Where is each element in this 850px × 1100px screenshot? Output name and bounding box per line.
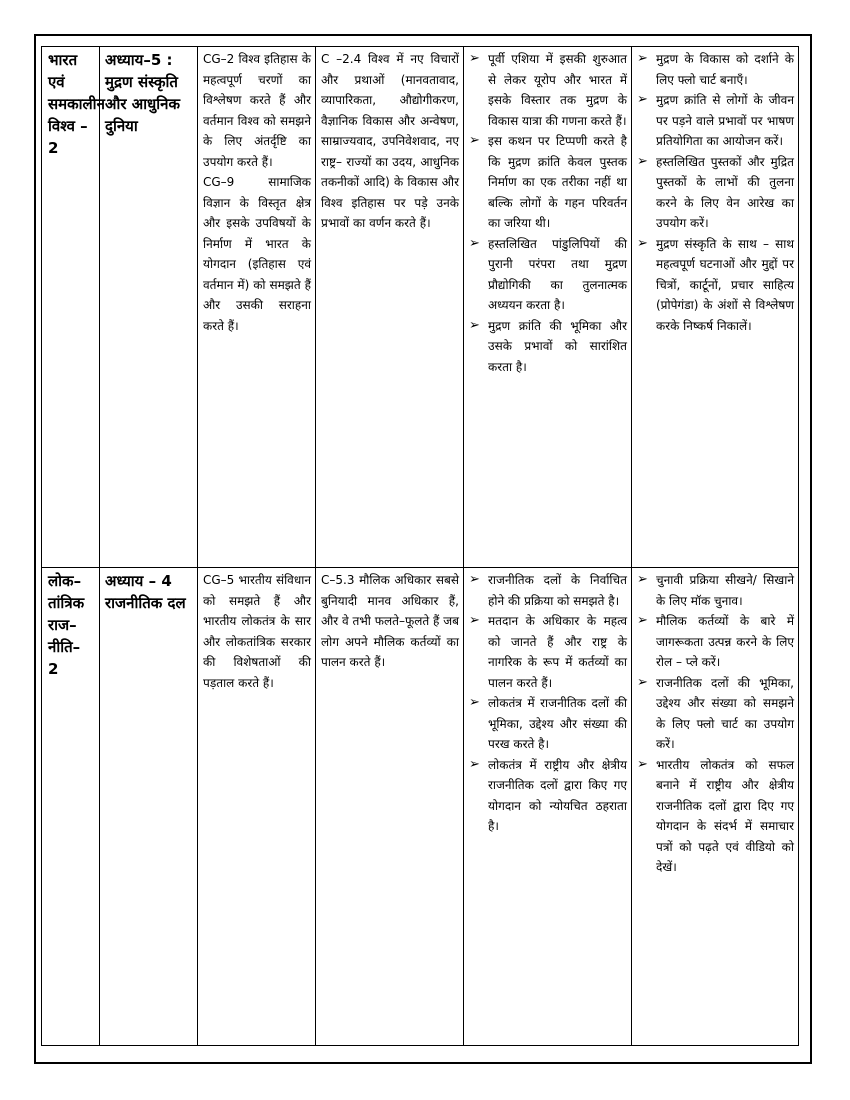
- list-item: ➢ लोकतंत्र में राष्ट्रीय और क्षेत्रीय राजनीतिक दलों द्वारा किए गए योगदान को न्योयचित ठहराता है।: [469, 756, 627, 833]
- subject-cell: लोक–तांत्रिक राज–नीति– 2: [42, 568, 100, 1046]
- chapter-cell: अध्याय – 4 राजनीतिक दल: [100, 568, 198, 1046]
- curricular-goal: CG–5 भारतीय संविधान को समझते हैं और भारतीय लोकतंत्र के सार और लोकतांत्रिक सरकार की विशेषताओं की पड़ताल करते हैं।: [203, 573, 311, 690]
- curricular-goals-cell: [198, 568, 316, 1046]
- list-item: ➢ राजनीतिक दलों की भूमिका, उद्देश्य और संख्या को समझने के लिए फ्लो चार्ट का उपयोग करें।: [637, 674, 794, 751]
- list-item: ➢ मतदान के अधिकार के महत्व को जानते हैं और राष्ट्र के नागरिक के रूप में कर्तव्यों का पालन करते हैं।: [469, 613, 627, 690]
- list-item: ➢ हस्तलिखित पांडुलिपियों की पुरानी परंपरा तथा मुद्रण प्रौद्योगिकी का तुलनात्मक अध्ययन करता है।: [469, 235, 627, 312]
- arrow-bullet-icon: ➢: [637, 92, 648, 107]
- list-item: ➢ चुनावी प्रक्रिया सीखने/ सिखाने के लिए मॉक चुनाव।: [637, 572, 794, 608]
- table-row: [42, 47, 799, 568]
- arrow-bullet-icon: ➢: [469, 572, 480, 587]
- list-item: ➢ लोकतंत्र में राजनीतिक दलों की भूमिका, उद्देश्य और संख्या की परख करते है।: [469, 695, 627, 751]
- curriculum-table: [41, 46, 799, 1046]
- activities-cell: [632, 47, 799, 568]
- arrow-bullet-icon: ➢: [469, 613, 480, 628]
- list-item: ➢ मुद्रण क्रांति से लोगों के जीवन पर पड़ने वाले प्रभावों पर भाषण प्रतियोगिता का आयोजन करें।: [637, 92, 794, 148]
- arrow-bullet-icon: ➢: [637, 572, 648, 587]
- activities-cell: [632, 568, 799, 1046]
- list-item: ➢ मौलिक कर्तव्यों के बारे में जागरूकता उत्पन्न करने के लिए रोल – प्ले करें।: [637, 613, 794, 669]
- arrow-bullet-icon: ➢: [469, 695, 480, 710]
- list-item: ➢ हस्तलिखित पुस्तकों और मुद्रित पुस्तकों के लाभों की तुलना करने के लिए वेन आरेख का उपयोग करें।: [637, 153, 794, 230]
- arrow-bullet-icon: ➢: [637, 235, 648, 251]
- arrow-bullet-icon: ➢: [637, 51, 648, 66]
- list-item: ➢ पूर्वी एशिया में इसकी शुरुआत से लेकर यूरोप और भारत में इसके विस्तार तक मुद्रण के विकास यात्रा की गणना करते हैं।: [469, 51, 627, 128]
- list-item: ➢ मुद्रण क्रांति की भूमिका और उसके प्रभावों को सारांशित करता है।: [469, 317, 627, 374]
- arrow-bullet-icon: ➢: [637, 153, 648, 169]
- list-item: ➢ मुद्रण संस्कृति के साथ – साथ महत्वपूर्ण घटनाओं और मुद्दों पर चित्रों, कार्टूनों, प्रचार साहित्य (प्रोपेगंडा) के अंशों से विश्लेषण करके निष्कर्ष निकालें।: [637, 235, 794, 333]
- arrow-bullet-icon: ➢: [469, 235, 480, 251]
- arrow-bullet-icon: ➢: [637, 613, 648, 628]
- chapter-cell: अध्याय–5 : मुद्रण संस्कृति और आधुनिक दुनिया: [100, 47, 198, 568]
- arrow-bullet-icon: ➢: [469, 756, 480, 772]
- learning-outcomes-cell: [464, 47, 632, 568]
- competency-cell: C–5.3 मौलिक अधिकार सबसे बुनियादी मानव अधिकार हैं, और वे तभी फलते–फूलते हैं जब लोग अपने मौलिक कर्तव्यों का पालन करते हैं।: [316, 568, 464, 1046]
- arrow-bullet-icon: ➢: [469, 51, 480, 66]
- arrow-bullet-icon: ➢: [469, 317, 480, 333]
- list-item: ➢ मुद्रण के विकास को दर्शाने के लिए फ्लो चार्ट बनाएँ।: [637, 51, 794, 87]
- list-item: ➢ भारतीय लोकतंत्र को सफल बनाने में राष्ट्रीय और क्षेत्रीय राजनीतिक दलों द्वारा दिए गए योगदान के संदर्भ में समाचार पत्रों को पढ़ते एवं वीडियो को देखें।: [637, 756, 794, 874]
- competency-cell: C –2.4 विश्व में नए विचारों और प्रथाओं (मानवतावाद, व्यापारिकता, औद्योगीकरण, वैज्ञानिक विकास और अन्वेषण, साम्राज्यवाद, उपनिवेशवाद, नए राष्ट्र– राज्यों का उदय, आधुनिक तकनीकों आदि) के विकास और विश्व इतिहास पर पड़े उनके प्रभावों का वर्णन करते हैं।: [316, 47, 464, 568]
- learning-outcomes-cell: [464, 568, 632, 1046]
- subject-cell: भारत एवं समकालीन विश्व – 2: [42, 47, 100, 568]
- list-item: ➢ इस कथन पर टिप्पणी करते है कि मुद्रण क्रांति केवल पुस्तक निर्माण का एक तरीका नहीं था बल्कि लोगों के गहन परिवर्तन का जरिया थी।: [469, 133, 627, 230]
- list-item: ➢ राजनीतिक दलों के निर्वाचित होने की प्रक्रिया को समझते है।: [469, 572, 627, 608]
- arrow-bullet-icon: ➢: [637, 756, 648, 772]
- arrow-bullet-icon: ➢: [469, 133, 480, 148]
- curricular-goal: CG–2 विश्व इतिहास के महत्वपूर्ण चरणों का विश्लेषण करते हैं और वर्तमान विश्व को समझने के लिए अंतर्दृष्टि का उपयोग करते हैं।: [203, 52, 311, 169]
- curricular-goal: CG–9 सामाजिक विज्ञान के विस्तृत क्षेत्र और इसके उपविषयों के निर्माण में भारत के योगदान (इतिहास एवं वर्तमान में) को समझते हैं और उसकी सराहना करते हैं।: [203, 175, 311, 333]
- arrow-bullet-icon: ➢: [637, 674, 648, 690]
- curricular-goals-cell: [198, 47, 316, 568]
- table-row: [42, 568, 799, 1046]
